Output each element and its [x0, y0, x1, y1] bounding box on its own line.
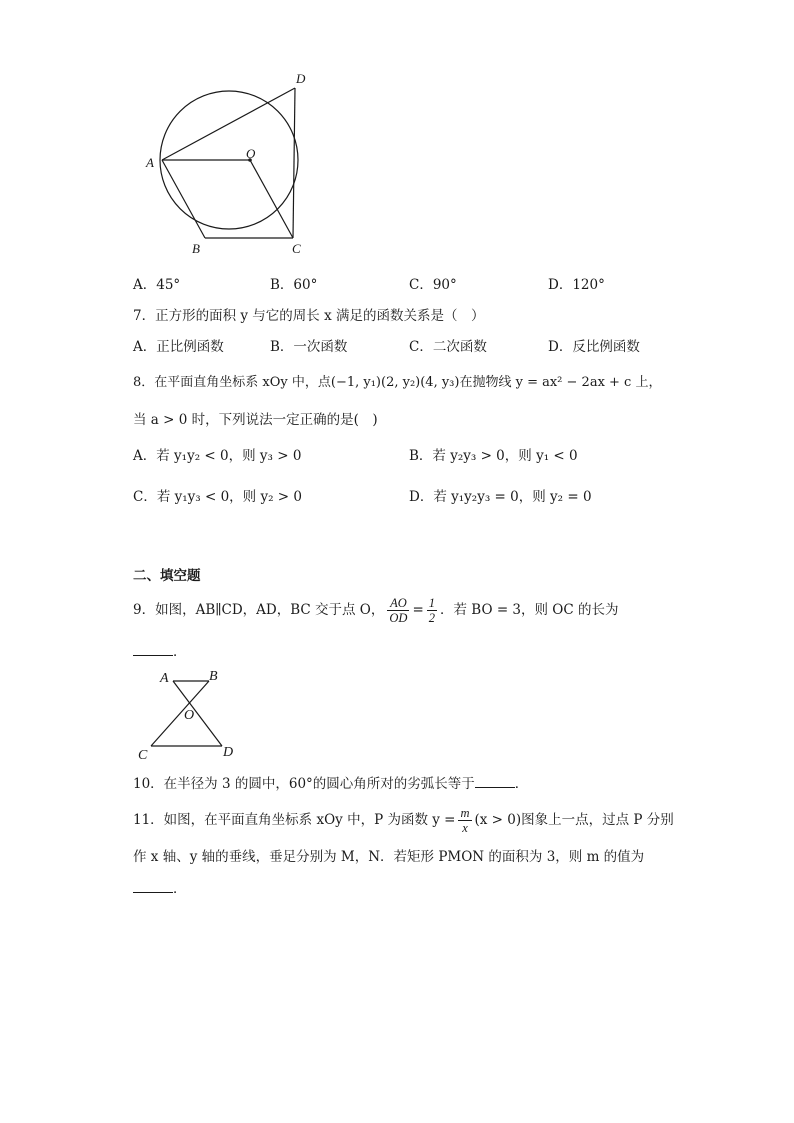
q9-frac-num: AO — [387, 596, 409, 611]
label-B: B — [192, 241, 200, 256]
q7-option-a: A．正比例函数 — [133, 339, 224, 355]
q11-frac-num: m — [460, 806, 470, 820]
q9-half-num: 1 — [428, 596, 435, 610]
q9-part2: ．若 BO = 3，则 OC 的长为 — [440, 602, 619, 618]
q8-option-c: C．若 y₁y₃ < 0，则 y₂ > 0 — [133, 489, 302, 505]
q10-stem — [133, 775, 528, 793]
q6-option-a: A．45° — [133, 277, 181, 293]
fig2-label-O: O — [184, 708, 195, 723]
q9-equals: = — [412, 602, 424, 618]
q8-option-a: A．若 y₁y₂ < 0，则 y₃ > 0 — [133, 448, 302, 464]
q10-end: ． — [514, 776, 529, 792]
q11-frac-den: x — [462, 821, 468, 835]
q8-option-b: B．若 y₂y₃ > 0，则 y₁ < 0 — [409, 448, 578, 464]
q11-part2: (x > 0)图象上一点，过点 P 分别 — [474, 812, 674, 828]
q10-answer-blank — [475, 775, 515, 788]
fig2-label-A: A — [160, 671, 169, 686]
q11-fraction-m-x — [458, 806, 471, 835]
q11-answer-blank — [133, 880, 173, 893]
q11-answer-line — [133, 880, 187, 898]
q7-option-c: C．二次函数 — [409, 339, 487, 355]
fig2-label-C: C — [138, 748, 148, 763]
q6-option-b: B．60° — [270, 277, 318, 293]
q7-stem: 7．正方形的面积 y 与它的周长 x 满足的函数关系是（ ） — [133, 308, 485, 324]
q6-option-d: D．120° — [548, 277, 605, 293]
q11-end: ． — [173, 881, 187, 897]
q7-option-d: D．反比例函数 — [548, 339, 640, 355]
label-D: D — [296, 71, 306, 86]
q9-half-den: 2 — [428, 611, 435, 625]
q7-option-b: B．一次函数 — [270, 339, 348, 355]
q9-frac-den: OD — [389, 611, 408, 625]
q8-option-d: D．若 y₁y₂y₃ = 0，则 y₂ = 0 — [409, 489, 592, 505]
q11-stem-line2: 作 x 轴、y 轴的垂线，垂足分别为 M，N．若矩形 PMON 的面积为 3，则 m 的值为 — [133, 849, 645, 865]
q9-part1: 9．如图，AB∥CD，AD，BC 交于点 O， — [133, 602, 385, 618]
q6-option-c: C．90° — [409, 277, 457, 293]
label-O: O — [246, 146, 256, 161]
fig2-label-B: B — [209, 669, 218, 684]
section-heading-fill-in: 二、填空题 — [133, 568, 201, 584]
fig2-label-D: D — [223, 745, 234, 760]
q8-stem-line2: 当 a > 0 时，下列说法一定正确的是( ) — [133, 412, 378, 428]
q11-stem-line1 — [133, 806, 674, 835]
q11-part1: 11．如图，在平面直角坐标系 xOy 中，P 为函数 y = — [133, 812, 456, 828]
label-C: C — [292, 241, 301, 256]
q10-part1: 10．在半径为 3 的圆中，60°的圆心角所对的劣弧长等于 — [133, 776, 475, 792]
q8-stem-line1: 8．在平面直角坐标系 xOy 中，点(−1, y₁)(2, y₂)(4, y₃)在抛物线 y = ax² − 2ax + c 上， — [133, 375, 662, 390]
q9-end: ． — [173, 644, 187, 660]
label-A: A — [146, 155, 154, 170]
